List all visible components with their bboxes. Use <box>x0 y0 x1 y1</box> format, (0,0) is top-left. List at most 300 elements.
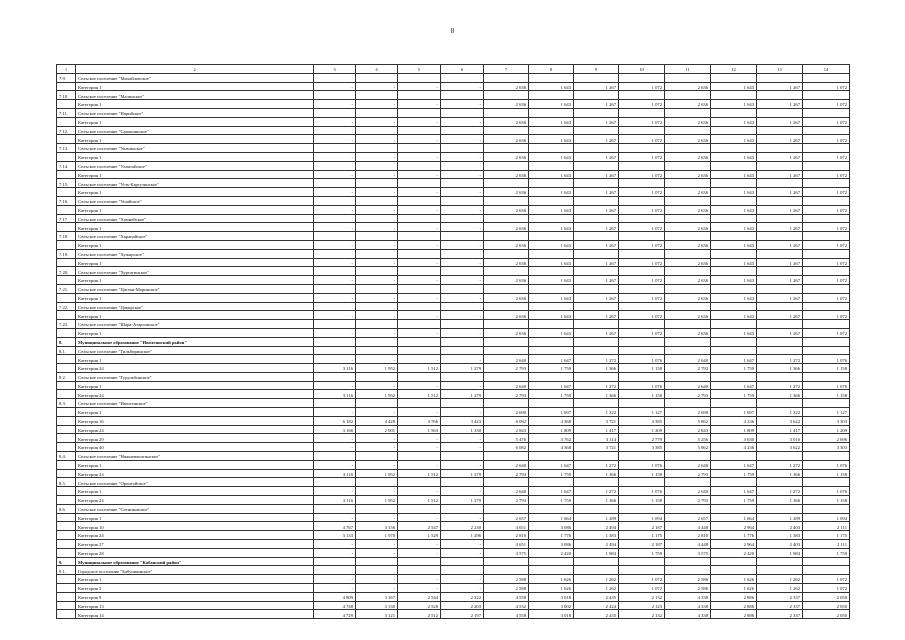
value-cell: - <box>398 188 441 197</box>
value-cell: 1 626 <box>711 575 757 584</box>
value-cell: 1 076 <box>619 460 665 469</box>
value-cell <box>314 478 356 487</box>
value-cell: 1 984 <box>574 548 619 557</box>
value-cell: 1 072 <box>619 276 665 285</box>
value-cell: - <box>398 381 441 390</box>
value-cell: 2 230 <box>441 522 484 531</box>
value-cell: 1 647 <box>711 355 757 364</box>
value-cell <box>398 346 441 355</box>
value-cell: 1 643 <box>529 276 574 285</box>
value-cell: 1 158 <box>803 390 850 399</box>
value-cell: - <box>356 205 398 214</box>
value-cell: - <box>314 548 356 557</box>
value-cell: 2 793 <box>665 496 711 505</box>
value-cell: 2 588 <box>484 584 529 593</box>
value-cell: - <box>314 223 356 232</box>
value-cell: 1 809 <box>711 425 757 434</box>
value-cell: 1 697 <box>711 408 757 417</box>
table-row <box>57 381 850 390</box>
value-cell: - <box>356 584 398 593</box>
value-cell: 1 366 <box>574 469 619 478</box>
row-label-cell: Категория 27 <box>76 540 314 549</box>
value-cell <box>665 73 711 82</box>
value-cell: 2 636 <box>665 188 711 197</box>
row-code-cell: 7.20. <box>57 267 76 276</box>
value-cell <box>711 504 757 513</box>
value-cell: 1 322 <box>574 408 619 417</box>
value-cell: 2 636 <box>484 117 529 126</box>
value-cell: 1 267 <box>574 276 619 285</box>
value-cell: 1 272 <box>574 460 619 469</box>
row-label-cell: Категория 28 <box>76 548 314 557</box>
table-row <box>57 575 850 584</box>
value-cell: 1 072 <box>803 188 850 197</box>
row-code-cell: 9. <box>57 557 76 566</box>
value-cell: 2 337 <box>757 592 803 601</box>
value-cell <box>484 504 529 513</box>
table-row <box>57 548 850 557</box>
value-cell: 4 338 <box>665 592 711 601</box>
value-cell: 3 133 <box>314 531 356 540</box>
value-cell <box>757 504 803 513</box>
value-cell: 2 636 <box>484 240 529 249</box>
value-cell <box>398 214 441 223</box>
row-code-cell: 8. <box>57 337 76 346</box>
value-cell <box>529 161 574 170</box>
value-cell <box>529 214 574 223</box>
value-cell: 3 116 <box>314 469 356 478</box>
table-row <box>57 117 850 126</box>
value-cell <box>484 302 529 311</box>
value-cell: 1 512 <box>398 469 441 478</box>
value-cell: - <box>356 135 398 144</box>
value-cell: 1 267 <box>757 328 803 337</box>
value-cell: 2 494 <box>574 540 619 549</box>
value-cell: 2 132 <box>619 592 665 601</box>
value-cell <box>665 196 711 205</box>
table-row <box>57 601 850 610</box>
value-cell: 1 262 <box>757 575 803 584</box>
row-code-cell: 8.5. <box>57 478 76 487</box>
value-cell <box>665 126 711 135</box>
table-row <box>57 152 850 161</box>
value-cell <box>314 557 356 566</box>
value-cell: 2 050 <box>803 601 850 610</box>
value-cell: 2 435 <box>574 610 619 619</box>
row-code-cell: 8.4. <box>57 452 76 461</box>
row-code-cell <box>57 355 76 364</box>
row-label-cell: Категория 13 <box>76 601 314 610</box>
value-cell <box>619 161 665 170</box>
value-cell: - <box>441 100 484 109</box>
value-cell <box>665 91 711 100</box>
value-cell <box>356 144 398 153</box>
value-cell: 1 664 <box>529 513 574 522</box>
row-code-cell: 7.17. <box>57 214 76 223</box>
value-cell: 2 636 <box>484 311 529 320</box>
value-cell <box>484 161 529 170</box>
value-cell <box>441 399 484 408</box>
row-label-cell: Категория 1 <box>76 82 314 91</box>
value-cell: 1 417 <box>757 425 803 434</box>
value-cell: 1 759 <box>711 390 757 399</box>
value-cell <box>711 478 757 487</box>
value-cell <box>529 196 574 205</box>
value-cell: - <box>356 460 398 469</box>
value-cell: 1 647 <box>711 460 757 469</box>
row-code-cell <box>57 311 76 320</box>
table-row <box>57 346 850 355</box>
value-cell: - <box>356 276 398 285</box>
value-cell: 1 647 <box>529 381 574 390</box>
value-cell: - <box>441 460 484 469</box>
value-cell <box>441 214 484 223</box>
value-cell: - <box>356 82 398 91</box>
value-cell: 3 575 <box>484 548 529 557</box>
value-cell: 1 366 <box>574 390 619 399</box>
row-code-cell <box>57 240 76 249</box>
value-cell: 1 279 <box>441 496 484 505</box>
value-cell: - <box>314 443 356 452</box>
value-cell: 1 267 <box>574 82 619 91</box>
value-cell: 1 267 <box>757 82 803 91</box>
value-cell: 1 072 <box>619 135 665 144</box>
value-cell: - <box>356 513 398 522</box>
value-cell: - <box>441 135 484 144</box>
value-cell: - <box>441 240 484 249</box>
value-cell <box>574 91 619 100</box>
value-cell <box>398 126 441 135</box>
value-cell: 3 018 <box>529 592 574 601</box>
value-cell: 1 643 <box>529 117 574 126</box>
value-cell: 2 197 <box>441 610 484 619</box>
value-cell <box>529 557 574 566</box>
header-row <box>57 65 850 74</box>
value-cell: 1 759 <box>529 364 574 373</box>
value-cell: 1 158 <box>619 364 665 373</box>
value-cell <box>803 126 850 135</box>
value-cell: 4 767 <box>314 522 356 531</box>
value-cell: 5 476 <box>484 434 529 443</box>
value-cell <box>314 267 356 276</box>
value-cell: 1 643 <box>529 205 574 214</box>
row-code-cell: 7.15. <box>57 179 76 188</box>
value-cell: 2 586 <box>665 575 711 584</box>
value-cell: - <box>356 434 398 443</box>
value-cell <box>665 179 711 188</box>
column-number-cell: 4 <box>356 65 398 74</box>
value-cell: 1 072 <box>619 575 665 584</box>
value-cell: 1 279 <box>441 390 484 399</box>
value-cell <box>619 214 665 223</box>
value-cell: 1 072 <box>619 223 665 232</box>
value-cell: 1 366 <box>757 496 803 505</box>
row-code-cell: 8.6. <box>57 504 76 513</box>
value-cell: 2 494 <box>574 522 619 531</box>
value-cell <box>441 478 484 487</box>
value-cell <box>665 372 711 381</box>
value-cell: 1 072 <box>619 82 665 91</box>
value-cell: 2 544 <box>398 592 441 601</box>
value-cell: 2 843 <box>665 425 711 434</box>
row-label-cell: Категория 24 <box>76 390 314 399</box>
value-cell: 1 072 <box>619 170 665 179</box>
row-label-cell: Городское поселение "Бабушкинское" <box>76 566 314 575</box>
value-cell <box>619 196 665 205</box>
row-label-cell: Сельское поселение "Цакирское" <box>76 302 314 311</box>
value-cell: 1 643 <box>711 311 757 320</box>
value-cell <box>574 126 619 135</box>
value-cell: 1 076 <box>803 355 850 364</box>
value-cell: - <box>398 460 441 469</box>
value-cell: 2 636 <box>665 311 711 320</box>
value-cell: 2 690 <box>665 408 711 417</box>
column-number-cell: 7 <box>484 65 529 74</box>
value-cell: 2 636 <box>484 328 529 337</box>
value-cell: - <box>398 117 441 126</box>
value-cell: 1 272 <box>574 381 619 390</box>
row-label-cell: Категория 24 <box>76 531 314 540</box>
row-label-cell: Категория 1 <box>76 328 314 337</box>
value-cell: 2 886 <box>711 592 757 601</box>
value-cell: 2 636 <box>665 205 711 214</box>
value-cell <box>574 399 619 408</box>
value-cell <box>574 73 619 82</box>
value-cell <box>398 399 441 408</box>
table-row <box>57 610 850 619</box>
value-cell: 1 072 <box>619 328 665 337</box>
value-cell: 2 636 <box>665 117 711 126</box>
value-cell: 3 303 <box>803 416 850 425</box>
value-cell <box>441 126 484 135</box>
value-cell <box>803 557 850 566</box>
value-cell <box>619 320 665 329</box>
value-cell <box>757 267 803 276</box>
value-cell <box>398 302 441 311</box>
value-cell: 3 086 <box>529 522 574 531</box>
value-cell: 1 626 <box>711 584 757 593</box>
column-number-cell: 5 <box>398 65 441 74</box>
value-cell <box>441 108 484 117</box>
value-cell: 2 424 <box>574 601 619 610</box>
value-cell: - <box>356 170 398 179</box>
value-cell: 1 512 <box>398 390 441 399</box>
value-cell: 1 076 <box>803 460 850 469</box>
row-code-cell <box>57 205 76 214</box>
value-cell: 2 793 <box>484 469 529 478</box>
row-code-cell: 8.3. <box>57 399 76 408</box>
table-row <box>57 531 850 540</box>
value-cell: 1 272 <box>757 355 803 364</box>
value-cell: 4 448 <box>665 540 711 549</box>
value-cell <box>356 302 398 311</box>
value-cell: - <box>441 117 484 126</box>
value-cell: 1 626 <box>529 575 574 584</box>
value-cell: 2 547 <box>398 522 441 531</box>
value-cell: 2 636 <box>665 276 711 285</box>
value-cell: 2 636 <box>484 82 529 91</box>
column-number-cell: 8 <box>529 65 574 74</box>
value-cell <box>757 232 803 241</box>
value-cell: 1 072 <box>803 293 850 302</box>
value-cell: 1 072 <box>619 188 665 197</box>
value-cell: - <box>314 328 356 337</box>
row-label-cell: Муниципальное образование "Кабанский район" <box>76 557 314 566</box>
value-cell <box>574 320 619 329</box>
row-label-cell: Сельское поселение "Цагаан-Моринское" <box>76 284 314 293</box>
value-cell <box>529 372 574 381</box>
value-cell <box>484 249 529 258</box>
value-cell <box>803 346 850 355</box>
row-label-cell: Категория 24 <box>76 425 314 434</box>
row-code-cell: 7.12. <box>57 126 76 135</box>
value-cell: - <box>398 443 441 452</box>
value-cell: 1 952 <box>356 390 398 399</box>
value-cell <box>619 337 665 346</box>
value-cell <box>529 126 574 135</box>
value-cell: 1 262 <box>574 575 619 584</box>
value-cell <box>711 232 757 241</box>
value-cell: - <box>314 311 356 320</box>
value-cell <box>356 179 398 188</box>
table-row <box>57 188 850 197</box>
value-cell: 1 072 <box>619 258 665 267</box>
value-cell <box>398 196 441 205</box>
value-cell: 2 187 <box>619 540 665 549</box>
value-cell <box>803 320 850 329</box>
value-cell <box>757 91 803 100</box>
table-row <box>57 443 850 452</box>
value-cell <box>665 284 711 293</box>
value-cell: 1 952 <box>356 364 398 373</box>
value-cell: - <box>314 100 356 109</box>
value-cell: 2 793 <box>665 390 711 399</box>
value-cell: - <box>441 575 484 584</box>
row-code-cell <box>57 276 76 285</box>
value-cell <box>314 232 356 241</box>
value-cell <box>757 144 803 153</box>
value-cell: 2 636 <box>665 328 711 337</box>
value-cell <box>757 557 803 566</box>
value-cell: 4 338 <box>665 601 711 610</box>
value-cell: 1 952 <box>356 496 398 505</box>
value-cell: 4 558 <box>484 592 529 601</box>
value-cell <box>711 249 757 258</box>
value-cell: 3 116 <box>314 496 356 505</box>
value-cell <box>441 566 484 575</box>
value-cell: - <box>314 82 356 91</box>
value-cell: - <box>441 258 484 267</box>
value-cell: 1 383 <box>574 531 619 540</box>
value-cell: 6 182 <box>314 416 356 425</box>
value-cell: - <box>441 381 484 390</box>
value-cell: 1 643 <box>529 328 574 337</box>
value-cell: - <box>314 276 356 285</box>
value-cell: 2 636 <box>665 152 711 161</box>
table-row <box>57 320 850 329</box>
value-cell <box>711 346 757 355</box>
value-cell <box>314 284 356 293</box>
value-cell <box>398 267 441 276</box>
value-cell: 1 366 <box>757 390 803 399</box>
value-cell <box>803 267 850 276</box>
row-code-cell <box>57 258 76 267</box>
value-cell: 2 636 <box>665 293 711 302</box>
value-cell <box>484 232 529 241</box>
row-label-cell: Категория 14 <box>76 610 314 619</box>
value-cell <box>484 452 529 461</box>
value-cell <box>711 91 757 100</box>
value-cell <box>356 337 398 346</box>
value-cell: 1 076 <box>803 487 850 496</box>
table-row <box>57 232 850 241</box>
value-cell <box>529 504 574 513</box>
value-cell: 1 267 <box>574 205 619 214</box>
row-label-cell: Категория 1 <box>76 460 314 469</box>
value-cell: 2 964 <box>711 522 757 531</box>
table-row <box>57 557 850 566</box>
row-label-cell: Категория 24 <box>76 364 314 373</box>
value-cell <box>803 566 850 575</box>
row-label-cell: Категория 1 <box>76 381 314 390</box>
value-cell <box>619 478 665 487</box>
value-cell <box>314 346 356 355</box>
value-cell: - <box>314 135 356 144</box>
value-cell <box>484 372 529 381</box>
value-cell <box>356 161 398 170</box>
value-cell: - <box>441 513 484 522</box>
value-cell: 1 272 <box>574 355 619 364</box>
value-cell: - <box>398 170 441 179</box>
value-cell: 2 222 <box>441 592 484 601</box>
table-row <box>57 328 850 337</box>
value-cell: 1 072 <box>619 240 665 249</box>
row-code-cell <box>57 117 76 126</box>
row-label-cell: Категория 1 <box>76 100 314 109</box>
value-cell <box>441 161 484 170</box>
table-row <box>57 540 850 549</box>
value-cell <box>398 108 441 117</box>
value-cell: 1 267 <box>574 293 619 302</box>
value-cell <box>757 372 803 381</box>
value-cell: 1 267 <box>574 100 619 109</box>
value-cell <box>529 346 574 355</box>
value-cell <box>529 249 574 258</box>
value-cell <box>574 196 619 205</box>
value-cell <box>803 108 850 117</box>
value-cell: 4 448 <box>665 522 711 531</box>
value-cell: - <box>356 443 398 452</box>
row-code-cell: 8.1. <box>57 346 76 355</box>
value-cell <box>619 284 665 293</box>
table-row <box>57 372 850 381</box>
value-cell: 5 862 <box>665 416 711 425</box>
row-code-cell <box>57 170 76 179</box>
value-cell: 2 793 <box>484 390 529 399</box>
value-cell: 1 289 <box>574 513 619 522</box>
value-cell: 3 423 <box>441 416 484 425</box>
value-cell: - <box>314 152 356 161</box>
value-cell: 3 385 <box>619 416 665 425</box>
value-cell <box>711 214 757 223</box>
value-cell <box>398 566 441 575</box>
value-cell: - <box>398 513 441 522</box>
value-cell: 1 330 <box>441 425 484 434</box>
row-label-cell: Категория 29 <box>76 434 314 443</box>
value-cell <box>356 452 398 461</box>
value-cell <box>711 320 757 329</box>
tariff-table <box>56 64 850 619</box>
